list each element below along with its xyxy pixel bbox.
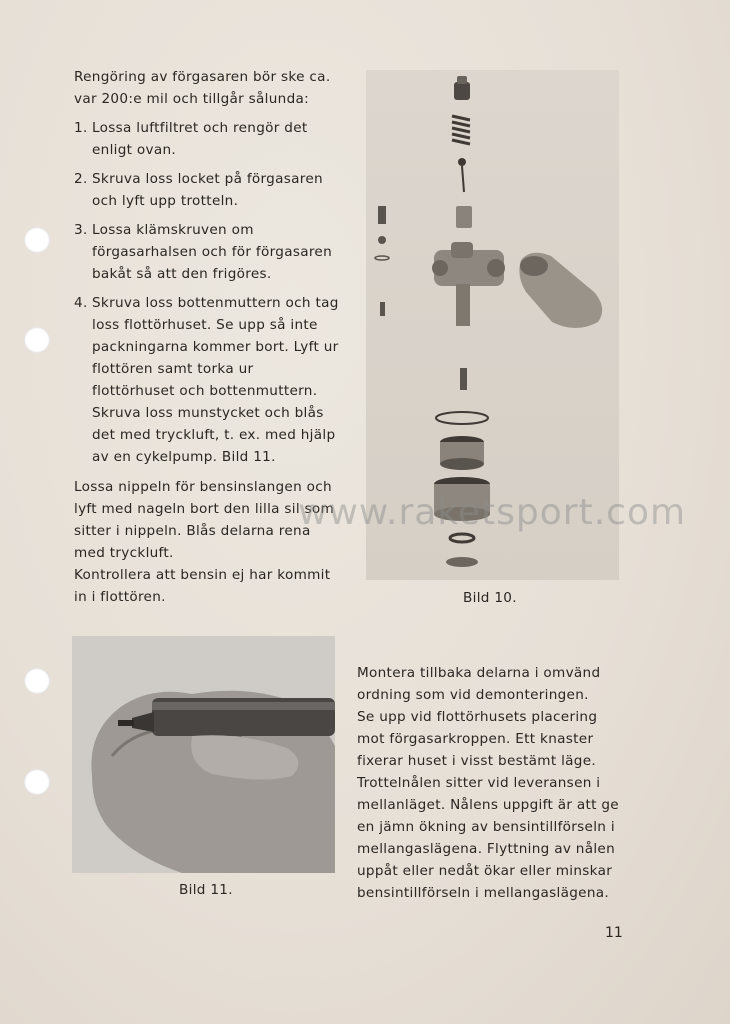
binder-hole <box>24 668 50 694</box>
list-item <box>74 117 339 161</box>
needle-paragraph: Trottelnålen sitter vid leveransen i mellanläget. Nålens uppgift är att ge en jämn ökning av bensintillförseln i mellangaslägena. Flyttning av nålen uppåt eller nedåt ökar eller minskar bensintillförseln i mellangaslägena. <box>357 775 619 901</box>
list-item <box>74 219 339 285</box>
check-paragraph: Kontrollera att bensin ej har kommit in i flottören. <box>74 567 331 605</box>
watermark: www.raketsport.com <box>298 492 687 533</box>
right-column-text <box>357 662 623 904</box>
list-item <box>74 292 339 468</box>
binder-hole <box>24 227 50 253</box>
step-number: 1. <box>74 120 88 136</box>
nippel-paragraph: Lossa nippeln för bensinslangen och lyft med nageln bort den lilla sil som sitter i nippeln. Blås delarna rena med tryckluft. <box>74 479 335 561</box>
step-text: Skruva loss locket på förgasaren och lyft upp trotteln. <box>92 171 323 209</box>
binder-hole <box>24 327 50 353</box>
binder-hole <box>24 769 50 795</box>
bild-10-caption: Bild 10. <box>463 590 517 606</box>
bild-11-photo <box>72 636 335 873</box>
step-text: Skruva loss bottenmuttern och tag loss flottörhuset. Se upp så inte packningarna kommer bort. Lyft ur flottören samt torka ur flottörhuset och bottenmuttern. Skruva loss munstycket och blås det med tryckluft, t. ex. med hjälp av en cykelpump. Bild 11. <box>92 295 339 465</box>
step-number: 4. <box>74 295 88 311</box>
step-text: Lossa klämskruven om förgasarhalsen och för förgasaren bakåt så att den frigöres. <box>92 222 333 282</box>
reassembly-paragraph: Montera tillbaka delarna i omvänd ordning som vid demonteringen. <box>357 665 601 703</box>
step-number: 2. <box>74 171 88 187</box>
step-text: Lossa luftfiltret och rengör det enligt ovan. <box>92 120 308 158</box>
page-number: 11 <box>605 925 623 941</box>
float-housing-paragraph: Se upp vid flottörhusets placering mot förgasarkroppen. Ett knaster fixerar huset i visst bestämt läge. <box>357 709 598 769</box>
bild-11-caption: Bild 11. <box>179 882 233 898</box>
intro-paragraph: Rengöring av förgasaren bör ske ca. var 200:e mil och tillgår sålunda: <box>74 69 331 107</box>
step-number: 3. <box>74 222 88 238</box>
hand-with-pump-illustration <box>72 636 335 873</box>
list-item <box>74 168 339 212</box>
